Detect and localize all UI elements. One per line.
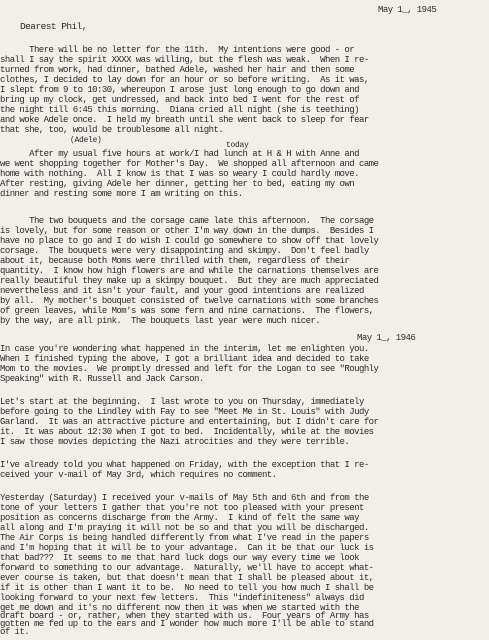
text-line: I slept from 9 to 10:30, whereupon I arose just long enough to go down and [0,85,359,95]
text-line: I've already told you what happened on Friday, with the exception that I re- [0,460,369,470]
paragraph-1 [0,47,489,150]
text-line: Yesterday (Saturday) I received your v-mails of May 5th and 6th and from the [0,493,369,503]
letter-date-top: May 1_, 1945 [378,5,437,15]
text-line: When I finished typing the above, I got a brilliant idea and decided to take [0,354,369,364]
text-line: clothes, I decided to lay down for an hour or so before writing. As it was, [0,75,369,85]
text-line: looking forward to your next few letters. This "indefiniteness" always did [0,593,364,603]
salutation: Dearest Phil, [20,21,87,32]
text-line: The two bouquets and the corsage came late this afternoon. The corsage [0,216,374,226]
text-line: really beautiful they make up a skimpy bouquet. But they are much appreciated [0,276,379,286]
text-line: all along and I'm praying it will not be so and that you will be discharged. [0,523,369,533]
text-line: that bad??? It seems to me that hard luck dogs our way every time we look [0,553,359,563]
text-line: by the way, are all pink. The bouquets last year were much nicer. [0,316,321,326]
text-line: Garland. It was an attractive picture and entertaining, but I didn't care for [0,417,379,427]
text-line: tone of your letters I gather that you're not too pleased with your present [0,503,364,513]
text-line: it. It was about 12:30 when I got to bed. Incidentally, while at the movies [0,427,374,437]
text-line: position as concerns discharge from the Army. I kind of felt the same way [0,513,359,523]
text-line: Mom to the movies. We promptly dressed and left for the Logan to see "Roughly [0,364,379,374]
text-line: shall I say the spirit XXXX was willing, but the flesh was weak. When I re- [0,55,369,65]
text-line: The Air Corps is being handled differently from what I've read in the papers [0,533,369,543]
text-line: and I'm hoping that it will be to your advantage. Can it be that our luck is [0,543,374,553]
text-line: and woke Adele once. I held my breath until she went back to sleep for fear [0,115,369,125]
text-line: the night till 6:45 this morning. Diana cried all night (she is teething) [0,105,359,115]
text-line: gotten me fed up to the ears and I wonder how much more I'll be able to stand [0,619,374,629]
text-line: quantity. I know how high flowers are and while the carnations themselves are [0,266,379,276]
text-line: In case you're wondering what happened in the interim, let me enlighten you. [0,344,369,354]
text-line: home with nothing. All I know is that I was so weary I could hardly move. [0,169,359,179]
text-line: that she, too, would be troublesome all night. [0,125,224,135]
text-line: corsage. The bouquets were very disappointing and skimpy. Don't feel badly [0,246,369,256]
text-line: There will be no letter for the 11th. My intentions were good - or [0,45,355,55]
text-line: dinner and resting some more I am writing on this. [0,189,243,199]
text-line: about it, because both Moms were thrilled with them, regardless of their [0,256,350,266]
text-line: ceived your v-mail of May 3rd, which requires no comment. [0,470,277,480]
letter-date-mid: May 1_, 1946 [357,333,416,343]
text-line: Speaking" with R. Russell and Jack Carson. [0,374,204,384]
interlinear-insert-adele: (Adele) [70,136,102,145]
text-line: by all. My mother's bouquet consisted of twelve carnations with some branches [0,296,379,306]
text-line: is lovely, but for some reason or other I'm way down in the dumps. Besides I [0,226,374,236]
text-line: if it is other than I want it to be. No need to tell you how much I shall be [0,583,374,593]
text-line: we went shopping together for Mother's Day. We shopped all afternoon and came [0,159,379,169]
text-line: After resting, giving Adele her dinner, getting her to bed, eating my own [0,179,355,189]
text-line: of it. [0,627,30,637]
text-line: of green leaves, while Mom's was some fern and nine carnations. The flowers, [0,306,374,316]
text-line: forward to something to our advantage. Naturally, we'll have to accept what- [0,563,374,573]
text-line: bring up my clock, get undressed, and back into bed I went for the rest of [0,95,359,105]
text-line: get me down and it's no different now then it was when we started with the [0,603,359,613]
text-line: have no place to go and I do wish I could go somewhere to show off that lovely [0,236,379,246]
text-line: nevertheless and it isn't your fault, and your good intentions are realized [0,286,364,296]
text-line: After my usual five hours at work/I had lunch at H & H with Anne and [0,149,359,159]
text-line: I saw those movies depicting the Nazi atrocities and they were terrible. [0,437,350,447]
text-line: before going to the Lindley with Fay to see "Meet Me in St. Louis" with Judy [0,407,369,417]
text-line: ever course is taken, but that doesn't mean that I shall be pleased about it, [0,573,374,583]
text-line: draft board - or, rather, when they started with us. Four years of Army has [0,611,369,621]
text-line: turned from work, had dinner, bathed Adele, washed her hair and then some [0,65,355,75]
text-line: Let's start at the beginning. I last wrote to you on Thursday, immediately [0,397,364,407]
interlinear-insert-today: today [226,141,249,150]
